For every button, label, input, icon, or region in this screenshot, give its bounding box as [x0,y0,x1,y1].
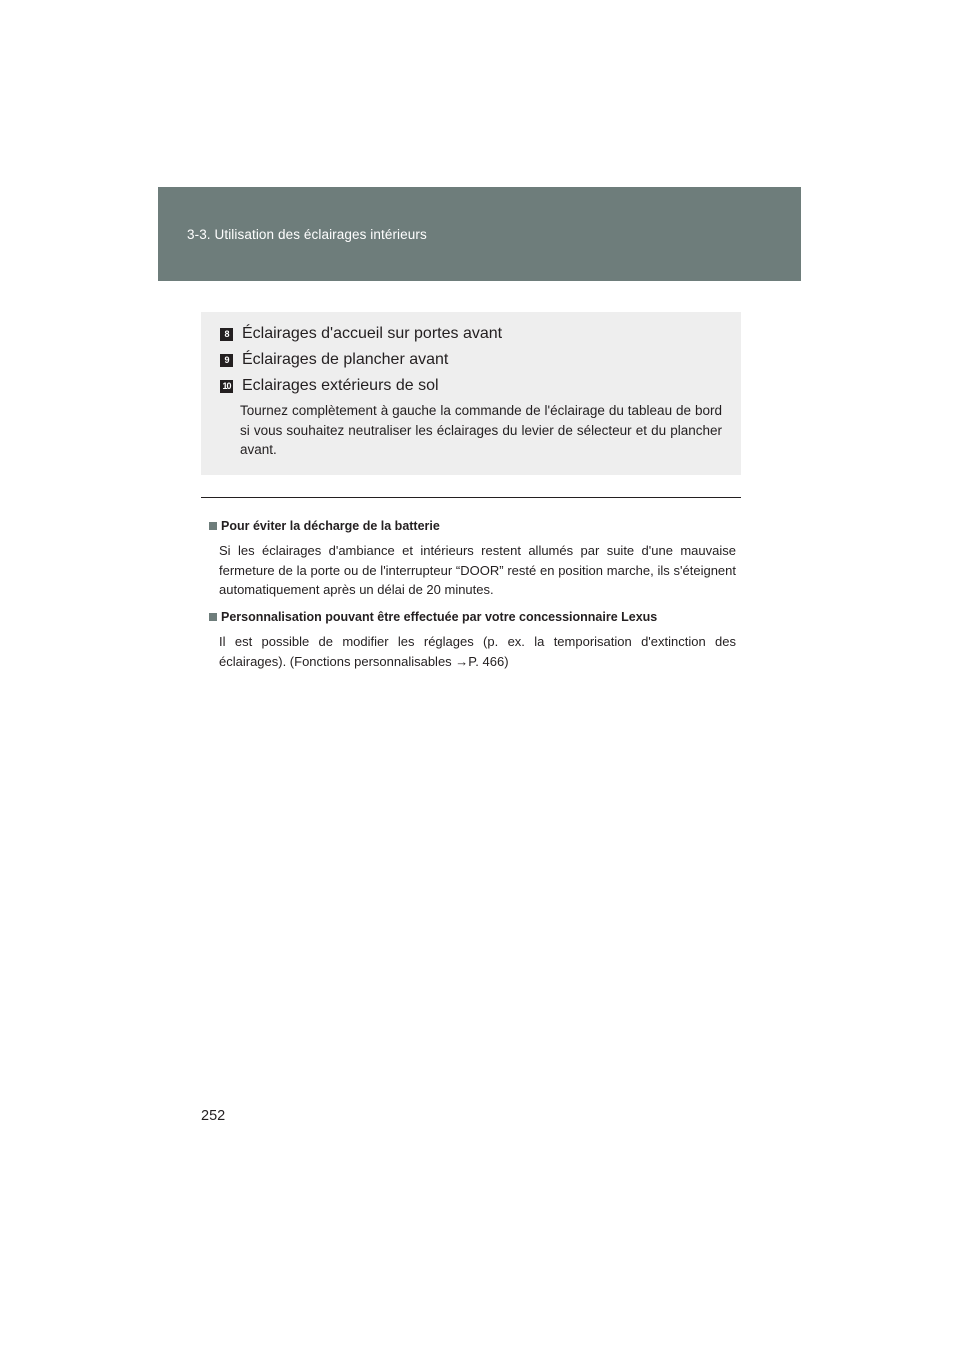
square-bullet-icon [209,522,217,530]
note-heading-text: Pour éviter la décharge de la batterie [221,519,440,533]
info-item-label: Eclairages extérieurs de sol [242,377,439,394]
info-item-10 [220,377,439,395]
note-heading [209,519,736,533]
info-item-description: Tournez complètement à gauche la commande de l'éclairage du tableau de bord si vous souhaitez neutraliser les éclairages du levier de sélecteur et du plancher avant. [240,403,722,457]
info-item-8 [220,325,502,343]
note-body: Si les éclairages d'ambiance et intérieurs restent allumés par suite d'une mauvaise fermeture de la porte ou de l'interrupteur “DOOR” resté en position marche, ils s'éteignent automatiquement après un délai de 20 minutes. [219,543,736,597]
info-item-label: Éclairages de plancher avant [242,351,449,368]
info-item-9 [220,351,448,369]
note-customization [209,610,736,671]
note-battery [209,519,736,600]
info-item-label: Éclairages d'accueil sur portes avant [242,325,503,342]
number-10-badge-icon: 10 [220,380,233,393]
square-bullet-icon [209,613,217,621]
section-header-band [158,187,801,281]
section-title: 3-3. Utilisation des éclairages intérieurs [187,227,427,242]
number-9-badge-icon: 9 [220,354,233,367]
info-box [201,312,741,475]
page-number: 252 [201,1108,226,1124]
note-body: Il est possible de modifier les réglages (p. ex. la temporisation d'extinction des éclairages). (Fonctions personnalisables →P. 466) [219,634,736,669]
section-divider [201,497,741,498]
number-8-badge-icon: 8 [220,328,233,341]
note-heading [209,610,736,624]
note-heading-text: Personnalisation pouvant être effectuée par votre concessionnaire Lexus [221,610,658,624]
